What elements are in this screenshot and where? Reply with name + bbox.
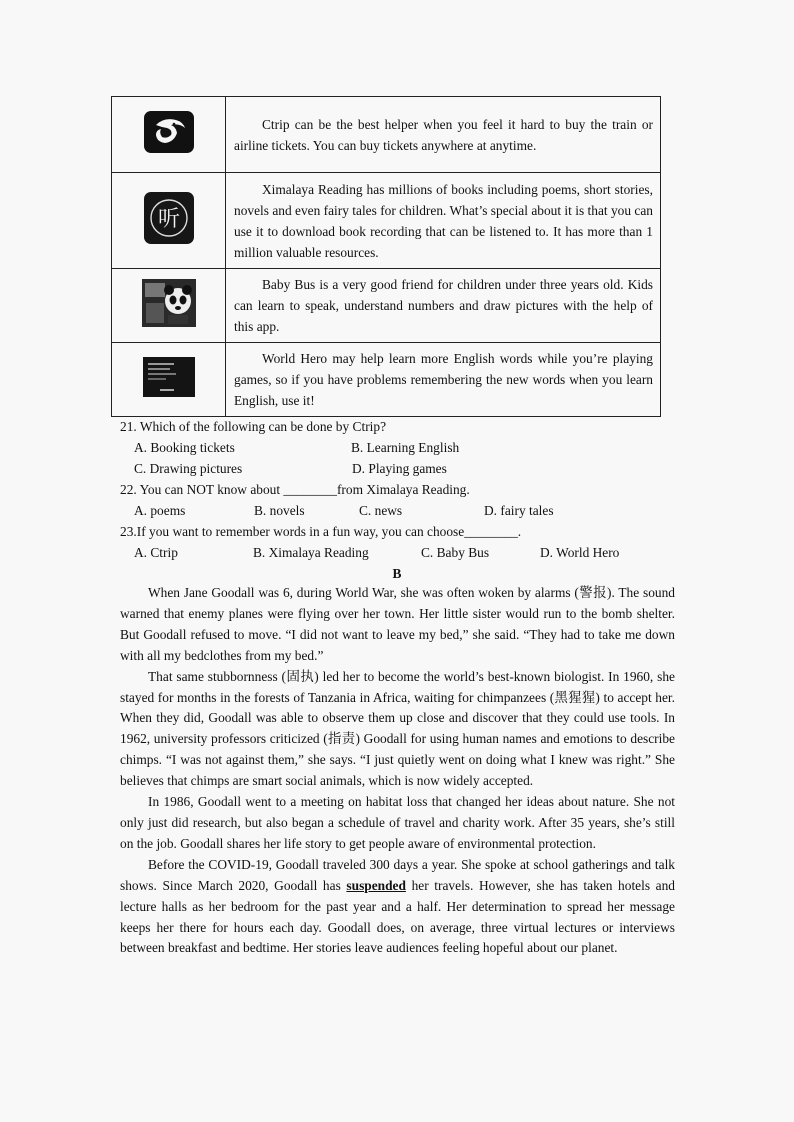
option-b: B. Ximalaya Reading: [253, 545, 369, 560]
underlined-word: suspended: [346, 877, 406, 893]
option-b: B. novels: [254, 503, 305, 518]
option-c: C. Drawing pictures: [134, 461, 243, 476]
option-d: D. fairy tales: [484, 503, 554, 518]
babybus-panda-icon: [142, 279, 196, 327]
option-row: [120, 437, 680, 458]
paragraph: In 1986, Goodall went to a meeting on habitat loss that changed her ideas about nature. She not only just did research, but also began a schedule of travel and charity work. After 35 years, she’s still on the job. Goodall shares her life story to get people aware of environmental protection.: [120, 794, 675, 851]
questions: [120, 416, 680, 563]
option-c: C. Baby Bus: [421, 545, 490, 560]
app-description: Ximalaya Reading has millions of books including poems, short stories, novels and even fairy tales for children. What’s special about it is that you can use it to download book recording that can be listened to. It has more than 1 million valuable resources.: [234, 181, 653, 260]
question-stem: 23.If you want to remember words in a fun way, you can choose________.: [120, 524, 522, 539]
apps-table: [111, 96, 661, 417]
option-a: A. Ctrip: [134, 545, 178, 560]
option-a: A. poems: [134, 503, 186, 518]
app-description: Baby Bus is a very good friend for children under three years old. Kids can learn to speak, understand numbers and draw pictures with the help of this app.: [234, 277, 653, 334]
paragraph: That same stubbornness (固执) led her to become the world’s best-known biologist. In 1960, she stayed for months in the forests of Tanzania in Africa, waiting for chimpanzees (黑猩猩) to accept her. When they did, Goodall was able to observe them up close and discover that they could use tools. In 1962, university professors criticized (指责) Goodall for using human names and emotions to describe chimps. “I was not against them,” she says. “I just quietly went on doing what I knew was right.” She believes that chimps are smart social animals, which is now widely accepted.: [120, 668, 675, 789]
ctrip-dolphin-icon: [144, 111, 194, 153]
world-hero-icon: [143, 357, 195, 397]
table-row: [112, 343, 661, 417]
paragraph-text: her travels. However, she has taken hotels and lecture halls as her bedroom for the past year and a half. Her determination to spread her message keeps her there for hours each day. Goodall does, on average, three virtual lectures or interviews between breakfast and bedtime. Her stories leave audiences feeling hopeful about our planet.: [120, 877, 676, 956]
option-d: D. Playing games: [352, 461, 447, 476]
app-description: World Hero may help learn more English words while you’re playing games, so if you have problems remembering the new words when you learn English, use it!: [234, 351, 653, 408]
table-row: [112, 269, 661, 343]
question-stem: 21. Which of the following can be done by Ctrip?: [120, 419, 387, 434]
option-a: A. Booking tickets: [134, 440, 235, 455]
option-row: [120, 458, 680, 479]
app-description: Ctrip can be the best helper when you feel it hard to buy the train or airline tickets. You can buy tickets anywhere at anytime.: [234, 116, 653, 153]
option-c: C. news: [359, 503, 403, 518]
table-row: [112, 97, 661, 173]
option-d: D. World Hero: [540, 545, 620, 560]
question-stem: 22. You can NOT know about ________from Ximalaya Reading.: [120, 482, 470, 497]
svg-text:听: 听: [157, 206, 180, 232]
paragraph: [120, 855, 675, 960]
paragraph-text: Before the COVID-19, Goodall traveled 300 days a year. She spoke at school gatherings and talk shows. Since March 2020, Goodall has: [120, 856, 675, 893]
table-row: [112, 173, 661, 269]
option-row: [120, 542, 680, 563]
reading-passage: [120, 583, 675, 959]
ximalaya-ting-icon: [144, 192, 194, 244]
paragraph: When Jane Goodall was 6, during World War, she was often woken by alarms (警报). The sound warned that enemy planes were flying over her town. Her little sister would run to the bomb shelter. But Goodall refused to move. “I did not want to leave my bed,” she said. “They had to take me down with all my bedclothes from my bed.”: [120, 585, 675, 663]
option-b: B. Learning English: [351, 440, 460, 455]
option-row: [120, 500, 680, 521]
section-heading: B: [392, 566, 402, 581]
